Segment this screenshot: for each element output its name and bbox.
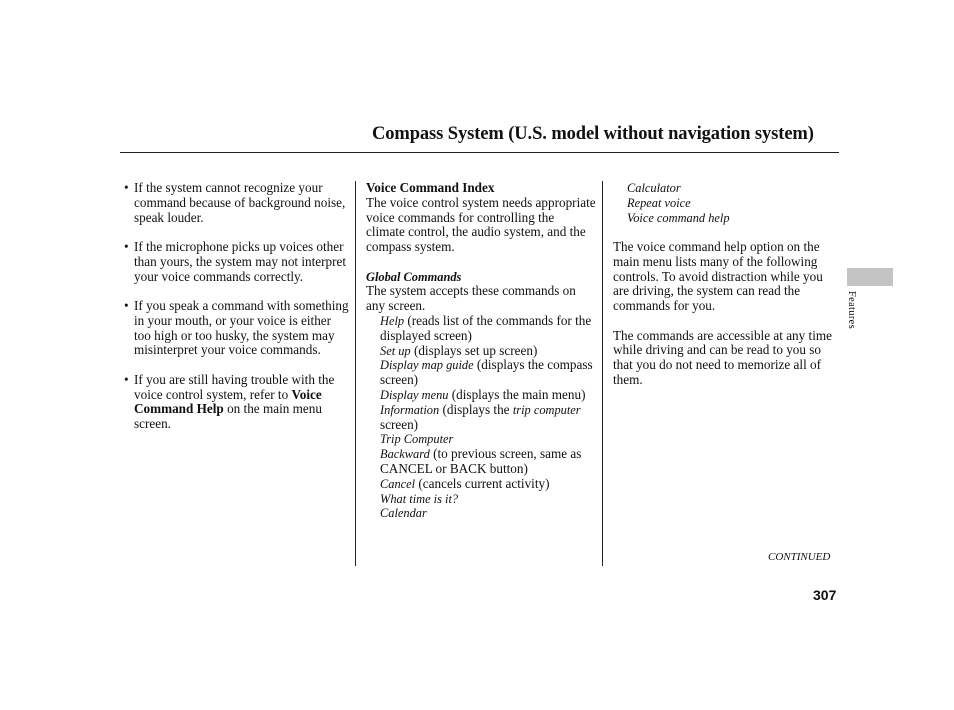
command-item: [380, 477, 596, 492]
bullet-dot-icon: •: [124, 180, 129, 195]
command-desc: (displays the main menu): [448, 386, 586, 402]
bullet-text: If the microphone picks up voices other than yours, the system may not interpret your voice commands correctly.: [134, 238, 347, 284]
command-item: [380, 492, 596, 507]
subsection-intro: The system accepts these commands on any screen.: [366, 283, 576, 314]
continued-label: CONTINUED: [768, 551, 831, 563]
command-name: Voice command help: [627, 210, 730, 225]
command-name: Display map guide: [380, 358, 474, 373]
command-item: [380, 344, 596, 359]
title-divider: [120, 152, 839, 153]
command-desc: (displays set up screen): [410, 342, 538, 358]
bullet-text: If you speak a command with something in your mouth, or your voice is either too high or too husky, the system may misinterpret your voice commands.: [134, 297, 349, 358]
page-title: Compass System (U.S. model without navigation system): [372, 124, 814, 144]
command-name: Repeat voice: [627, 195, 691, 210]
bullet-dot-icon: •: [124, 238, 129, 254]
command-list: [366, 314, 596, 521]
command-name: Calculator: [627, 181, 681, 195]
command-item: [627, 211, 841, 226]
bullet-item: [122, 240, 350, 284]
column-left: [122, 181, 350, 447]
command-item: [380, 432, 596, 447]
command-name: Display menu: [380, 387, 449, 402]
command-item: [380, 403, 596, 433]
section-heading: Voice Command Index: [366, 180, 495, 195]
command-item: [627, 196, 841, 211]
column-middle: [366, 181, 596, 521]
page-number: 307: [813, 587, 837, 603]
bullet-text: If the system cannot recognize your command because of background noise, speak louder.: [134, 180, 346, 225]
section-tab-label: Features: [846, 291, 857, 329]
bullet-item: [122, 373, 350, 432]
paragraph: The commands are accessible at any time while driving and can be read to you so that you do not need to memorize all of them.: [613, 327, 832, 387]
command-desc: (displays the compass screen): [380, 357, 593, 388]
command-list: [613, 181, 841, 225]
subsection-heading: Global Commands: [366, 269, 462, 284]
section-tab: [847, 268, 893, 286]
column-divider-1: [355, 181, 356, 566]
command-desc: (displays the: [439, 401, 513, 417]
bullet-text: If you are still having trouble with the voice control system, refer to: [134, 371, 335, 402]
command-name: trip computer: [512, 402, 581, 417]
bullet-item: [122, 181, 350, 225]
column-divider-2: [602, 181, 603, 566]
paragraph: The voice command help option on the main menu lists many of the following controls. To avoid distraction while you are driving, the system can read the commands for you.: [613, 238, 823, 314]
bullet-dot-icon: •: [124, 371, 129, 387]
bullet-text-bold: Voice Command Help: [134, 386, 322, 417]
command-name: Help: [380, 313, 405, 328]
command-name: Backward: [380, 447, 430, 462]
command-item: [380, 314, 596, 344]
bullet-item: [122, 299, 350, 358]
command-name: Trip Computer: [380, 432, 454, 447]
command-name: Calendar: [380, 506, 427, 521]
command-desc: screen): [380, 416, 419, 432]
command-item: [380, 388, 596, 403]
command-name: What time is it?: [380, 491, 459, 506]
section-intro: The voice control system needs appropriate voice commands for controlling the climate control, the audio system, and the compass system.: [366, 194, 596, 255]
command-name: Cancel: [380, 476, 416, 491]
command-name: Set up: [380, 343, 411, 358]
command-desc: (reads list of the commands for the displayed screen): [380, 312, 592, 343]
bullet-text: on the main menu screen.: [134, 401, 322, 432]
command-item: [627, 181, 841, 196]
command-desc: (cancels current activity): [415, 475, 550, 491]
column-right: [613, 181, 841, 402]
command-item: [380, 447, 596, 477]
command-name: Information: [380, 402, 440, 417]
bullet-dot-icon: •: [124, 297, 129, 313]
command-item: [380, 358, 596, 388]
command-desc: (to previous screen, same as CANCEL or BACK button): [380, 446, 582, 476]
command-item: [380, 506, 596, 521]
